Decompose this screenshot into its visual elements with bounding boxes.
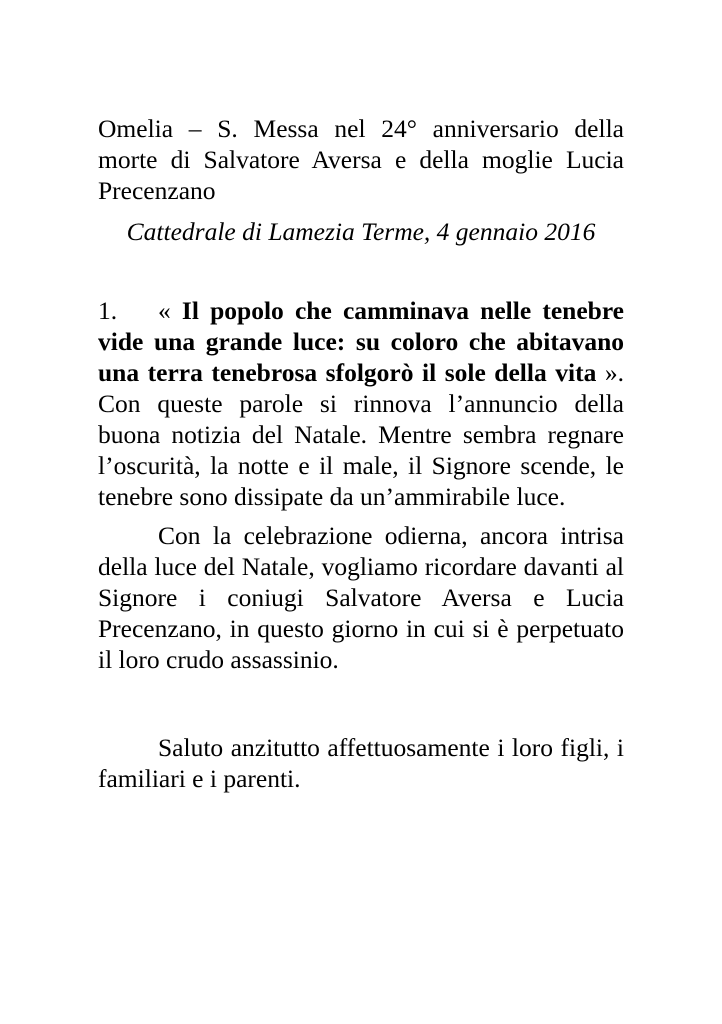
bible-quote: Il popolo che camminava nelle tenebre vide una grande luce: su coloro che abitavano una terra tenebrosa sfolgorò il sole della vita [98,296,625,387]
paragraph-2: Con la celebrazione odierna, ancora intrisa della luce del Natale, vogliamo ricordare davanti al Signore i coniugi Salvatore Aversa e Lucia Precenzano, in questo giorno in cui si è perpetuato il loro crudo assassinio. [98,521,624,674]
paragraph-3: Saluto anzitutto affettuosamente i loro figli, i familiari e i parenti. [98,733,624,793]
homily-title: Omelia – S. Messa nel 24° anniversario della morte di Salvatore Aversa e della moglie Lucia Precenzano [98,114,624,205]
paragraph-number: 1. [98,296,118,325]
paragraph-1 [98,295,624,512]
quote-open: « [158,296,182,325]
homily-subtitle: Cattedrale di Lamezia Terme, 4 gennaio 2016 [126,217,596,246]
paragraph-1-text: ». Con queste parole si rinnova l’annuncio della buona notizia del Natale. Mentre sembra regnare l’oscurità, la notte e il male, il Signore scende, le tenebre sono dissipate da un’ammirabile luce. [98,358,624,511]
document-page [98,113,624,794]
